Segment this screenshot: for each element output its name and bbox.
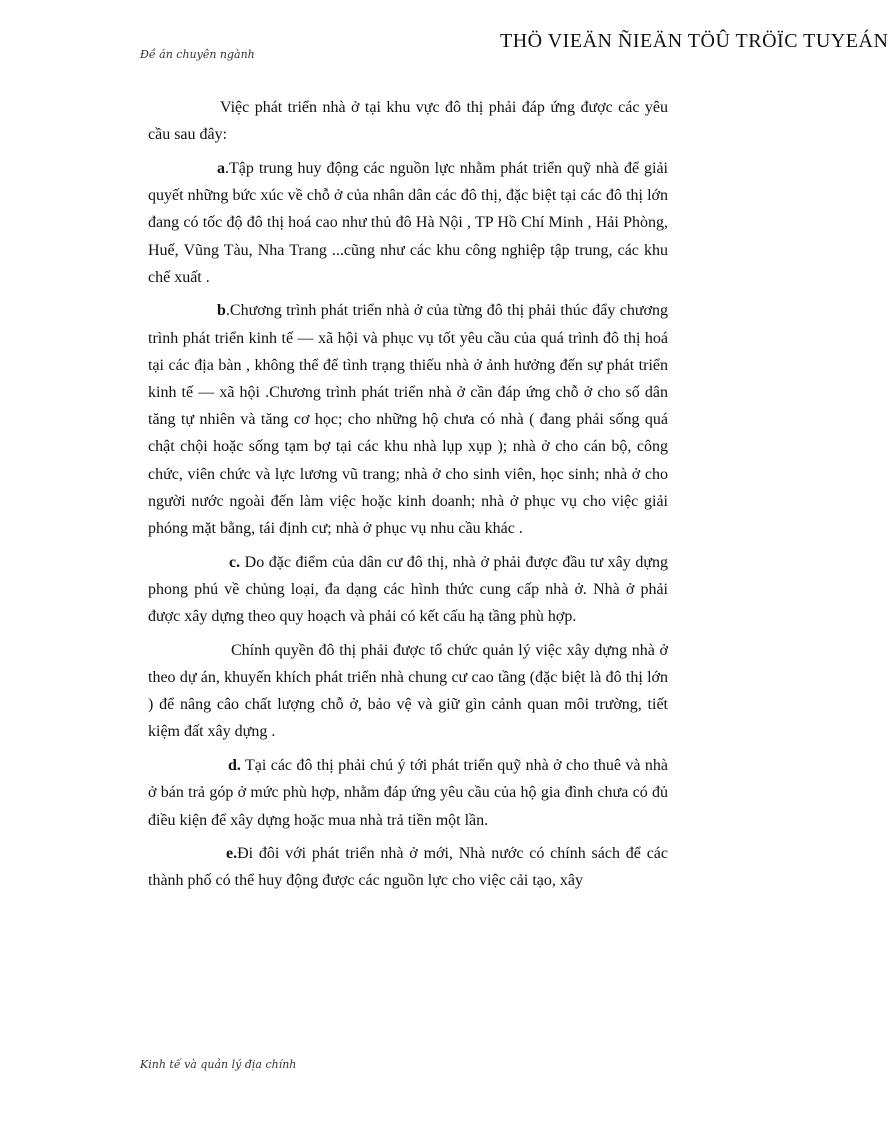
paragraph-b — [148, 297, 668, 542]
paragraph-text: Do đặc điểm của dân cư đô thị, nhà ở phải được đầu tư xây dựng phong phú về chủng loại, đa dạng các hình thức cung cấp nhà ở. Nhà ở phải được xây dựng theo quy hoạch và phải có kết cấu hạ tầng phù hợp. — [148, 553, 668, 626]
header-library-banner: THÖ VIEÄN ÑIEÄN TÖÛ TRÖÏC TUYEÁN — [500, 30, 888, 52]
paragraph-text: Chính quyền đô thị phải được tổ chức quản lý việc xây dựng nhà ở theo dự án, khuyến khích phát triển nhà chung cư cao tầng (đặc biệt là đô thị lớn ) để nâng câo chất lượng chỗ ở, bảo vệ và giữ gìn cảnh quan môi trường, tiết kiệm đất xây dựng . — [148, 641, 668, 741]
paragraph-e — [148, 840, 668, 894]
paragraph-label: e. — [226, 845, 238, 863]
paragraph-label: c. — [229, 553, 241, 571]
paragraph-c-continued — [148, 637, 668, 746]
paragraph-text: Việc phát triển nhà ở tại khu vực đô thị phải đáp ứng được các yêu cầu sau đây: — [148, 99, 668, 144]
footer-course-title: Kinh tế và quản lý địa chính — [140, 1058, 297, 1071]
paragraph-a — [148, 155, 668, 291]
paragraph-text: Tại các đô thị phải chú ý tới phát triển quỹ nhà ở cho thuê và nhà ở bán trả góp ở mức phù hợp, nhằm đáp ứng yêu cầu của hộ gia đình chưa có đủ điều kiện để xây dựng hoặc mua nhà trả tiền một lần. — [148, 757, 668, 829]
paragraph-c — [148, 549, 668, 631]
header-document-title: Đề án chuyên ngành — [140, 48, 255, 61]
paragraph-intro — [148, 94, 668, 148]
paragraph-text: Đi đôi với phát triển nhà ở mới, Nhà nước có chính sách để các thành phố có thể huy động được các nguồn lực cho việc cải tạo, xây — [148, 845, 668, 890]
paragraph-label: d. — [228, 757, 241, 775]
paragraph-text: .Tập trung huy động các nguồn lực nhằm phát triển quỹ nhà để giải quyết những bức xúc về chỗ ở của nhân dân các đô thị, đặc biệt tại các đô thị lớn đang có tốc độ đô thị hoá cao như thủ đô Hà Nội , TP Hồ Chí Minh , Hải Phòng, Huế, Vũng Tàu, Nha Trang ...cũng như các khu công nghiệp tập trung, các khu chế xuất . — [148, 159, 668, 286]
paragraph-d — [148, 752, 668, 834]
paragraph-label: a — [217, 159, 225, 177]
document-body — [148, 94, 668, 901]
paragraph-text: .Chương trình phát triển nhà ở của từng đô thị phải thúc đẩy chương trình phát triển kinh tế — xã hội và phục vụ tốt yêu cầu của quá trình đô thị hoá tại các địa bàn , không thể để tình trạng thiếu nhà ở ảnh hưởng đến sự phát triển kinh tế — xã hội .Chương trình phát triển nhà ở cần đáp ứng chỗ ở cho số dân tăng tự nhiên và tăng cơ học; cho những hộ chưa có nhà ( đang phải sống quá chật chội hoặc sống tạm bợ tại các khu nhà lụp xụp ); nhà ở cho cán bộ, công chức, viên chức và lực lương vũ trang; nhà ở cho sinh viên, học sinh; nhà ở cho người nước ngoài đến làm việc hoặc kinh doanh; nhà ở phục vụ cho việc giải phóng mặt bằng, tái định cư; nhà ở phục vụ nhu cầu khác . — [148, 302, 668, 538]
paragraph-label: b — [217, 302, 226, 320]
